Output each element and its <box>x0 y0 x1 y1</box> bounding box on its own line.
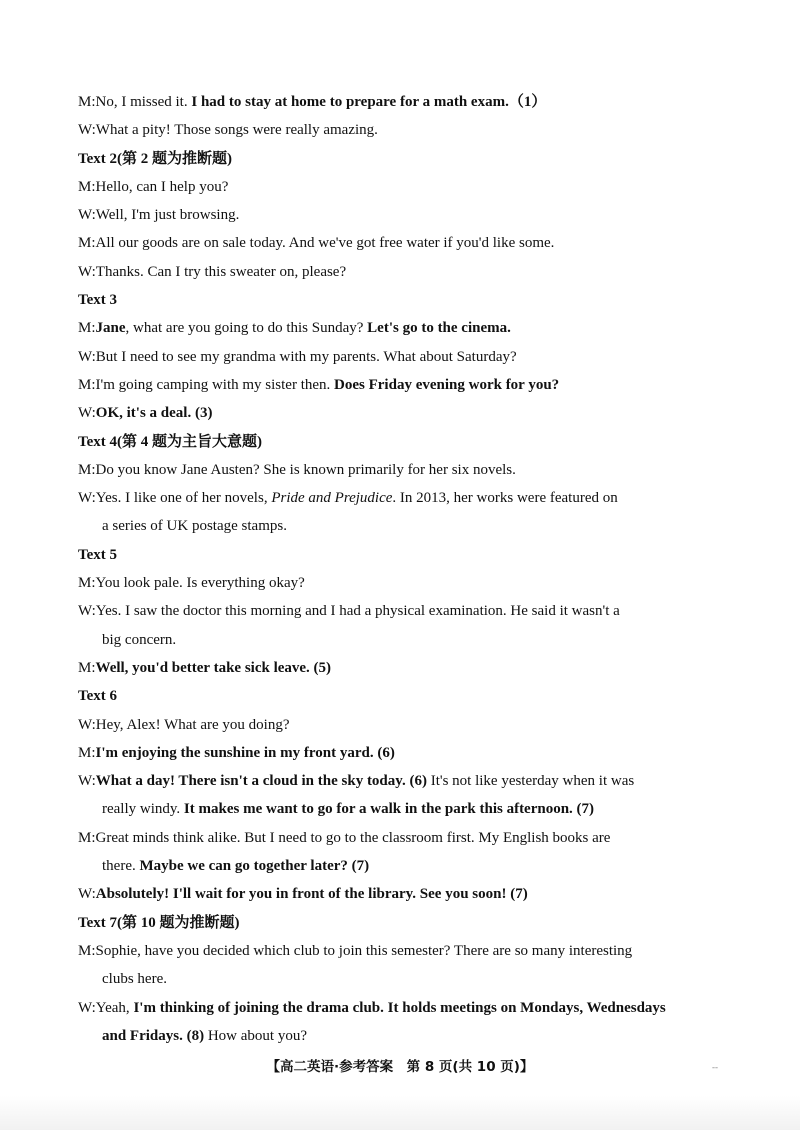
dialogue-continuation <box>78 1022 728 1050</box>
speaker-label: W: <box>78 263 96 280</box>
highlighted-answer: Does Friday evening work for you? <box>334 376 560 393</box>
highlighted-answer: Let's go to the cinema. <box>367 320 511 337</box>
dialogue-line <box>78 88 728 116</box>
line-text: big concern. <box>102 631 177 648</box>
dialogue-line <box>78 824 728 852</box>
speaker-label: W: <box>78 773 96 790</box>
speaker-label: M: <box>78 235 96 252</box>
dialogue-line <box>78 711 728 739</box>
text-heading: Text 7(第 10 题为推断题) <box>78 914 240 931</box>
line-text: Hello, can I help you? <box>95 178 229 195</box>
corner-mark: -- <box>712 1062 718 1072</box>
highlighted-answer: I'm enjoying the sunshine in my front yard. (6) <box>95 744 395 761</box>
text-heading: Text 6 <box>78 688 118 705</box>
speaker-label: M: <box>78 178 96 195</box>
line-text: How about you? <box>204 1027 307 1044</box>
dialogue-line <box>78 201 728 229</box>
highlighted-answer: Absolutely! I'll wait for you in front of the library. See you soon! (7) <box>95 886 528 903</box>
dialogue-line <box>78 456 728 484</box>
highlighted-answer: I'm thinking of joining the drama club. It holds meetings on Mondays, Wednesdays <box>133 999 666 1016</box>
answer-number: （1） <box>508 94 547 110</box>
dialogue-line <box>78 314 728 342</box>
text-heading: Text 5 <box>78 546 118 563</box>
line-text: Yes. I saw the doctor this morning and I had a physical examination. He said it wasn't a <box>95 603 620 620</box>
dialogue-line <box>78 173 728 201</box>
dialogue-continuation <box>78 965 728 993</box>
dialogue-continuation <box>78 626 728 654</box>
speaker-label: M: <box>78 575 96 592</box>
dialogue-line <box>78 343 728 371</box>
highlighted-answer: What a day! There isn't a cloud in the sky today. (6) <box>95 773 427 790</box>
line-text: a series of UK postage stamps. <box>102 518 287 535</box>
text-heading: Text 3 <box>78 292 118 309</box>
line-text: It's not like yesterday when it was <box>426 773 635 790</box>
speaker-label: W: <box>78 603 96 620</box>
dialogue-line <box>78 937 728 965</box>
line-text: You look pale. Is everything okay? <box>95 575 305 592</box>
dialogue-line <box>78 739 728 767</box>
line-text: Yeah, <box>95 999 134 1016</box>
text-heading: Text 4(第 4 题为主旨大意题) <box>78 433 263 450</box>
line-text: , what are you going to do this Sunday? <box>125 320 368 337</box>
dialogue-line <box>78 597 728 625</box>
dialogue-line <box>78 994 728 1022</box>
speaker-label: M: <box>78 829 96 846</box>
highlighted-answer: OK, it's a deal. (3) <box>95 405 213 422</box>
line-text: . In 2013, her works were featured on <box>392 490 618 507</box>
speaker-label: W: <box>78 348 96 365</box>
highlighted-answer: Maybe we can go together later? (7) <box>139 858 370 875</box>
speaker-label: W: <box>78 490 96 507</box>
dialogue-line <box>78 767 728 795</box>
dialogue-line <box>78 371 728 399</box>
highlighted-answer: and Fridays. (8) <box>102 1027 205 1044</box>
highlighted-answer: Well, you'd better take sick leave. (5) <box>95 659 332 676</box>
dialogue-line <box>78 399 728 427</box>
speaker-label: W: <box>78 999 96 1016</box>
highlighted-text: Jane <box>95 320 126 337</box>
line-text: All our goods are on sale today. And we've got free water if you'd like some. <box>95 235 555 252</box>
line-text: really windy. <box>102 801 184 818</box>
text-heading: Text 2(第 2 题为推断题) <box>78 150 233 167</box>
dialogue-line <box>78 258 728 286</box>
line-text: Great minds think alike. But I need to go to the classroom first. My English books are <box>95 829 611 846</box>
speaker-label: W: <box>78 716 96 733</box>
speaker-label: W: <box>78 886 96 903</box>
dialogue-line <box>78 484 728 512</box>
line-text: But I need to see my grandma with my parents. What about Saturday? <box>95 348 517 365</box>
dialogue-continuation <box>78 512 728 540</box>
line-text: there. <box>102 858 140 875</box>
dialogue-line <box>78 229 728 257</box>
speaker-label: M: <box>78 320 96 337</box>
line-text: No, I missed it. <box>95 94 192 110</box>
italic-title: Pride and Prejudice <box>271 490 393 507</box>
speaker-label: M: <box>78 744 96 761</box>
speaker-label: M: <box>78 376 96 393</box>
line-text: I'm going camping with my sister then. <box>95 376 335 393</box>
line-text: Sophie, have you decided which club to join this semester? There are so many interesting <box>95 942 633 959</box>
speaker-label: M: <box>78 942 96 959</box>
line-text: Hey, Alex! What are you doing? <box>95 716 290 733</box>
line-text: Do you know Jane Austen? She is known primarily for her six novels. <box>95 461 516 478</box>
scan-edge-band <box>0 1096 800 1130</box>
speaker-label: W: <box>78 207 96 224</box>
highlighted-answer: It makes me want to go for a walk in the park this afternoon. (7) <box>183 801 595 818</box>
line-text: Thanks. Can I try this sweater on, please? <box>95 263 347 280</box>
highlighted-answer: I had to stay at home to prepare for a math exam. <box>191 94 509 110</box>
dialogue-line <box>78 654 728 682</box>
dialogue-line <box>78 880 728 908</box>
line-text: clubs here. <box>102 971 167 988</box>
dialogue-continuation <box>78 795 728 823</box>
line-text: What a pity! Those songs were really amazing. <box>95 122 378 139</box>
dialogue-transcript <box>78 88 728 1050</box>
line-text: Well, I'm just browsing. <box>95 207 240 224</box>
speaker-label: M: <box>78 659 96 676</box>
line-text: Yes. I like one of her novels, <box>95 490 272 507</box>
speaker-label: M: <box>78 461 96 478</box>
speaker-label: W: <box>78 122 96 139</box>
dialogue-line <box>78 569 728 597</box>
speaker-label: M: <box>78 94 96 110</box>
dialogue-continuation <box>78 852 728 880</box>
page-footer: 【高二英语·参考答案 第 8 页(共 10 页)】 <box>266 1059 534 1075</box>
dialogue-line <box>78 116 728 144</box>
speaker-label: W: <box>78 405 96 422</box>
